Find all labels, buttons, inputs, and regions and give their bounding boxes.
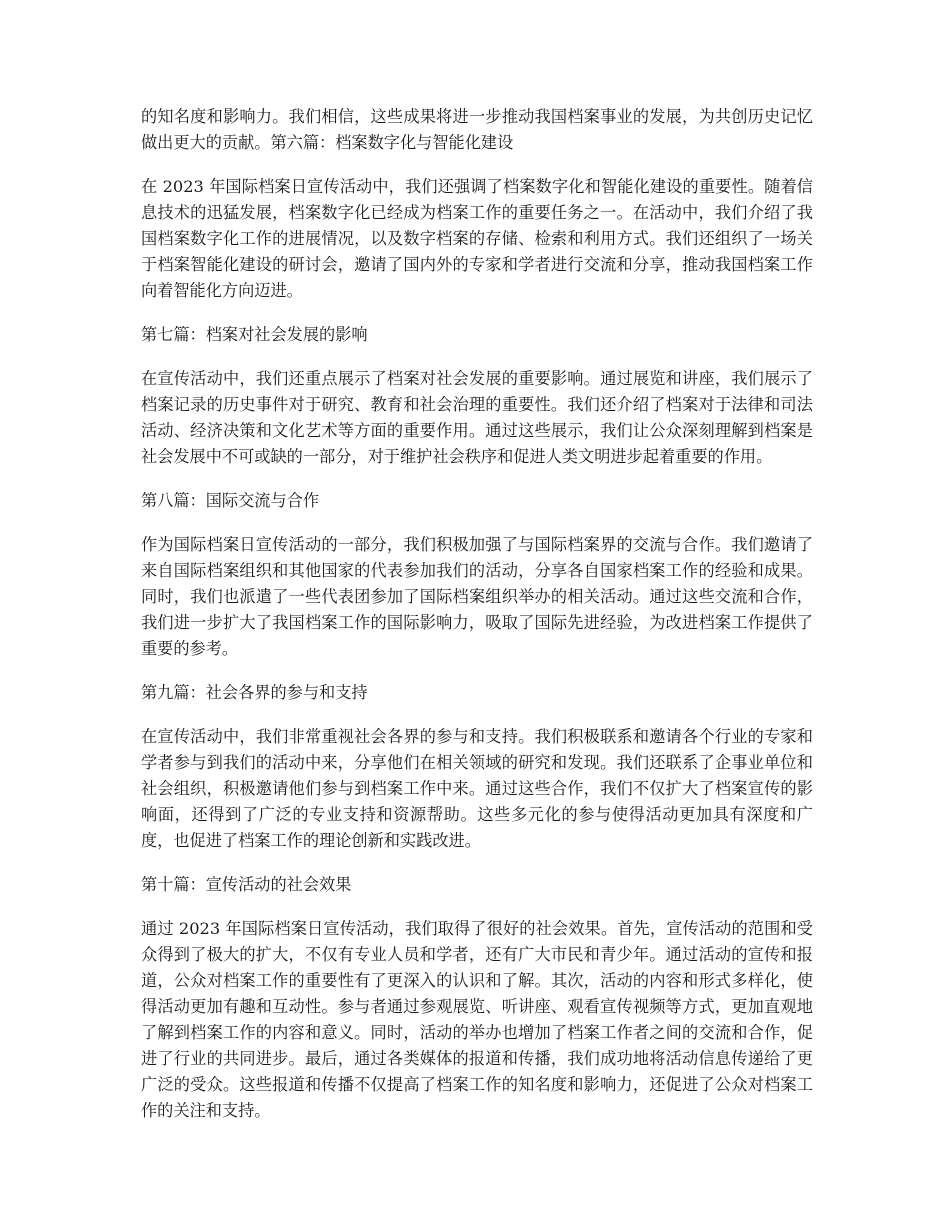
paragraph-social-impact: 在宣传活动中，我们还重点展示了档案对社会发展的重要影响。通过展览和讲座，我们展示了档案记录的历史事件对于研究、教育和社会治理的重要性。我们还介绍了档案对于法律和司法活动、经济决策和文化艺术等方面的重要作用。通过这些展示，我们让公众深刻理解到档案是社会发展中不可或缺的一部分，对于维护社会秩序和促进人类文明进步起着重要的作用。 <box>141 369 813 466</box>
paragraph-digitization: 在 2023 年国际档案日宣传活动中，我们还强调了档案数字化和智能化建设的重要性。随着信息技术的迅猛发展，档案数字化已经成为档案工作的重要任务之一。在活动中，我们介绍了我国档案数字化工作的进展情况，以及数字档案的存储、检索和利用方式。我们还组织了一场关于档案智能化建设的研讨会，邀请了国内外的专家和学者进行交流和分享，推动我国档案工作向着智能化方向迈进。 <box>141 177 813 300</box>
section-heading-9: 第九篇：社会各界的参与和支持 <box>141 683 368 702</box>
paragraph-international: 作为国际档案日宣传活动的一部分，我们积极加强了与国际档案界的交流与合作。我们邀请了来自国际档案组织和其他国家的代表参加我们的活动，分享各自国家档案工作的经验和成果。同时，我们也派遣了一些代表团参加了国际档案组织举办的相关活动。通过这些交流和合作，我们进一步扩大了我国档案工作的国际影响力，吸取了国际先进经验，为改进档案工作提供了重要的参考。 <box>141 535 813 658</box>
document-page <box>141 104 813 1142</box>
paragraph-effects: 通过 2023 年国际档案日宣传活动，我们取得了很好的社会效果。首先，宣传活动的范围和受众得到了极大的扩大，不仅有专业人员和学者，还有广大市民和青少年。通过活动的宣传和报道，公众对档案工作的重要性有了更深入的认识和了解。其次，活动的内容和形式多样化，使得活动更加有趣和互动性。参与者通过参观展览、听讲座、观看宣传视频等方式，更加直观地了解到档案工作的内容和意义。同时，活动的举办也增加了档案工作者之间的交流和合作，促进了行业的共同进步。最后，通过各类媒体的报道和传播，我们成功地将活动信息传递给了更广泛的受众。这些报道和传播不仅提高了档案工作的知名度和影响力，还促进了公众对档案工作的关注和支持。 <box>141 919 813 1120</box>
paragraph-intro: 的知名度和影响力。我们相信，这些成果将进一步推动我国档案事业的发展，为共创历史记忆做出更大的贡献。第六篇：档案数字化与智能化建设 <box>141 107 813 152</box>
section-heading-8: 第八篇：国际交流与合作 <box>141 491 320 510</box>
paragraph-participation: 在宣传活动中，我们非常重视社会各界的参与和支持。我们积极联系和邀请各个行业的专家和学者参与到我们的活动中来，分享他们在相关领域的研究和发现。我们还联系了企事业单位和社会组织，积极邀请他们参与到档案工作中来。通过这些合作，我们不仅扩大了档案宣传的影响面，还得到了广泛的专业支持和资源帮助。这些多元化的参与使得活动更加具有深度和广度，也促进了档案工作的理论创新和实践改进。 <box>141 727 813 850</box>
section-heading-10: 第十篇：宣传活动的社会效果 <box>141 875 352 894</box>
section-heading-7: 第七篇：档案对社会发展的影响 <box>141 325 368 344</box>
